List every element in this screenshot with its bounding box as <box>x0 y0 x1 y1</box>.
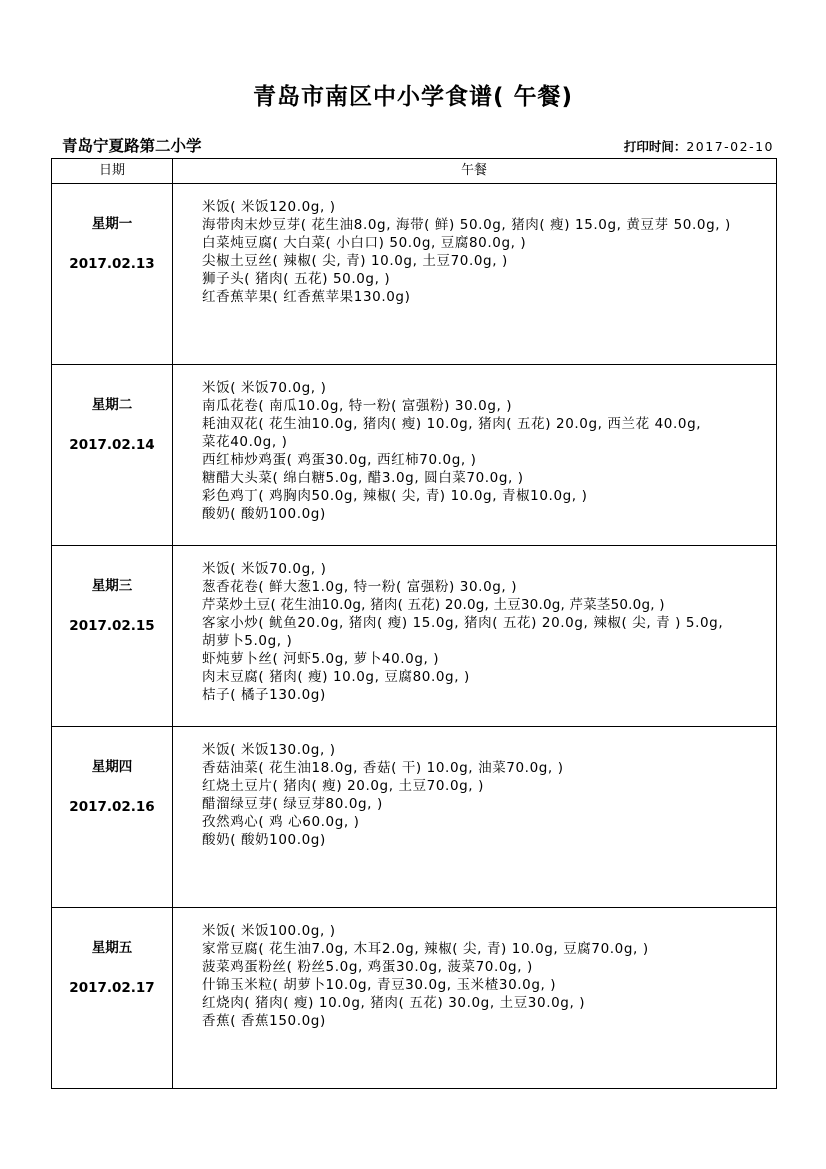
menu-items <box>202 560 772 704</box>
menu-item: 桔子( 橘子130.0g) <box>202 687 326 703</box>
print-time <box>624 137 774 155</box>
menu-items <box>202 922 772 1030</box>
menu-item: 米饭( 米饭120.0g, ) <box>202 199 336 215</box>
date-label: 2017.02.16 <box>69 799 155 815</box>
date-cell <box>52 546 173 726</box>
table-row <box>51 907 777 1089</box>
date-label: 2017.02.13 <box>69 256 155 272</box>
menu-item: 西红柿炒鸡蛋( 鸡蛋30.0g, 西红柿70.0g, ) <box>202 452 477 468</box>
menu-item: 酸奶( 酸奶100.0g) <box>202 506 326 522</box>
column-header-lunch: 午餐 <box>460 163 487 178</box>
date-label: 2017.02.17 <box>69 980 155 996</box>
table-row <box>51 183 777 365</box>
menu-item: 菠菜鸡蛋粉丝( 粉丝5.0g, 鸡蛋30.0g, 菠菜70.0g, ) <box>202 959 533 975</box>
menu-item: 醋溜绿豆芽( 绿豆芽80.0g, ) <box>202 796 383 812</box>
menu-item: 彩色鸡丁( 鸡胸肉50.0g, 辣椒( 尖, 青) 10.0g, 青椒10.0g, ) <box>202 488 588 504</box>
menu-item: 米饭( 米饭70.0g, ) <box>202 380 327 396</box>
menu-item: 米饭( 米饭70.0g, ) <box>202 561 327 577</box>
menu-item: 耗油双花( 花生油10.0g, 猪肉( 瘦) 10.0g, 猪肉( 五花) 20.0g, 西兰花 40.0g, 菜花40.0g, ) <box>202 416 702 450</box>
menu-item: 尖椒土豆丝( 辣椒( 尖, 青) 10.0g, 土豆70.0g, ) <box>202 253 508 269</box>
menu-item: 芹菜炒土豆( 花生油10.0g, 猪肉( 五花) 20.0g, 土豆30.0g, 芹菜茎50.0g, ) <box>202 597 665 613</box>
menu-items <box>202 741 772 849</box>
menu-item: 米饭( 米饭100.0g, ) <box>202 923 336 939</box>
menu-item: 红香蕉苹果( 红香蕉苹果130.0g) <box>202 289 411 305</box>
menu-items <box>202 379 772 523</box>
menu-item: 南瓜花卷( 南瓜10.0g, 特一粉( 富强粉) 30.0g, ) <box>202 398 513 414</box>
menu-item: 酸奶( 酸奶100.0g) <box>202 832 326 848</box>
menu-item: 红烧土豆片( 猪肉( 瘦) 20.0g, 土豆70.0g, ) <box>202 778 484 794</box>
date-cell <box>52 727 173 907</box>
menu-item: 糖醋大头菜( 绵白糖5.0g, 醋3.0g, 圆白菜70.0g, ) <box>202 470 524 486</box>
menu-item: 米饭( 米饭130.0g, ) <box>202 742 336 758</box>
print-time-value: 2017-02-10 <box>686 139 774 154</box>
date-cell <box>52 365 173 545</box>
print-time-label: 打印时间： <box>623 139 687 154</box>
table-header <box>51 158 777 184</box>
menu-item: 孜然鸡心( 鸡 心60.0g, ) <box>202 814 360 830</box>
date-cell <box>52 184 173 364</box>
menu-item: 虾炖萝卜丝( 河虾5.0g, 萝卜40.0g, ) <box>202 651 440 667</box>
menu-item: 红烧肉( 猪肉( 瘦) 10.0g, 猪肉( 五花) 30.0g, 土豆30.0g, ) <box>202 995 586 1011</box>
menu-item: 白菜炖豆腐( 大白菜( 小白口) 50.0g, 豆腐80.0g, ) <box>202 235 527 251</box>
menu-items <box>202 198 772 306</box>
weekday-label: 星期四 <box>91 759 133 775</box>
menu-item: 香蕉( 香蕉150.0g) <box>202 1013 326 1029</box>
weekday-label: 星期三 <box>91 578 133 594</box>
menu-item: 葱香花卷( 鲜大葱1.0g, 特一粉( 富强粉) 30.0g, ) <box>202 579 518 595</box>
menu-item: 家常豆腐( 花生油7.0g, 木耳2.0g, 辣椒( 尖, 青) 10.0g, 豆腐70.0g, ) <box>202 941 649 957</box>
column-header-date: 日期 <box>52 159 173 183</box>
weekday-label: 星期五 <box>91 940 133 956</box>
date-label: 2017.02.14 <box>69 437 155 453</box>
table-row <box>51 726 777 908</box>
menu-item: 什锦玉米粒( 胡萝卜10.0g, 青豆30.0g, 玉米楂30.0g, ) <box>202 977 557 993</box>
menu-item: 客家小炒( 鱿鱼20.0g, 猪肉( 瘦) 15.0g, 猪肉( 五花) 20.0g, 辣椒( 尖, 青 ) 5.0g, 胡萝卜5.0g, ) <box>202 615 724 649</box>
table-row <box>51 545 777 727</box>
date-cell <box>52 908 173 1088</box>
menu-item: 肉末豆腐( 猪肉( 瘦) 10.0g, 豆腐80.0g, ) <box>202 669 470 685</box>
weekday-label: 星期一 <box>91 216 133 232</box>
weekday-label: 星期二 <box>91 397 133 413</box>
menu-item: 海带肉末炒豆芽( 花生油8.0g, 海带( 鲜) 50.0g, 猪肉( 瘦) 15.0g, 黄豆芽 50.0g, ) <box>202 217 731 233</box>
school-name: 青岛宁夏路第二小学 <box>62 137 202 155</box>
menu-item: 香菇油菜( 花生油18.0g, 香菇( 干) 10.0g, 油菜70.0g, ) <box>202 760 564 776</box>
menu-item: 狮子头( 猪肉( 五花) 50.0g, ) <box>202 271 391 287</box>
table-row <box>51 364 777 546</box>
page-title: 青岛市南区中小学食谱( 午餐) <box>252 84 574 110</box>
date-label: 2017.02.15 <box>69 618 155 634</box>
